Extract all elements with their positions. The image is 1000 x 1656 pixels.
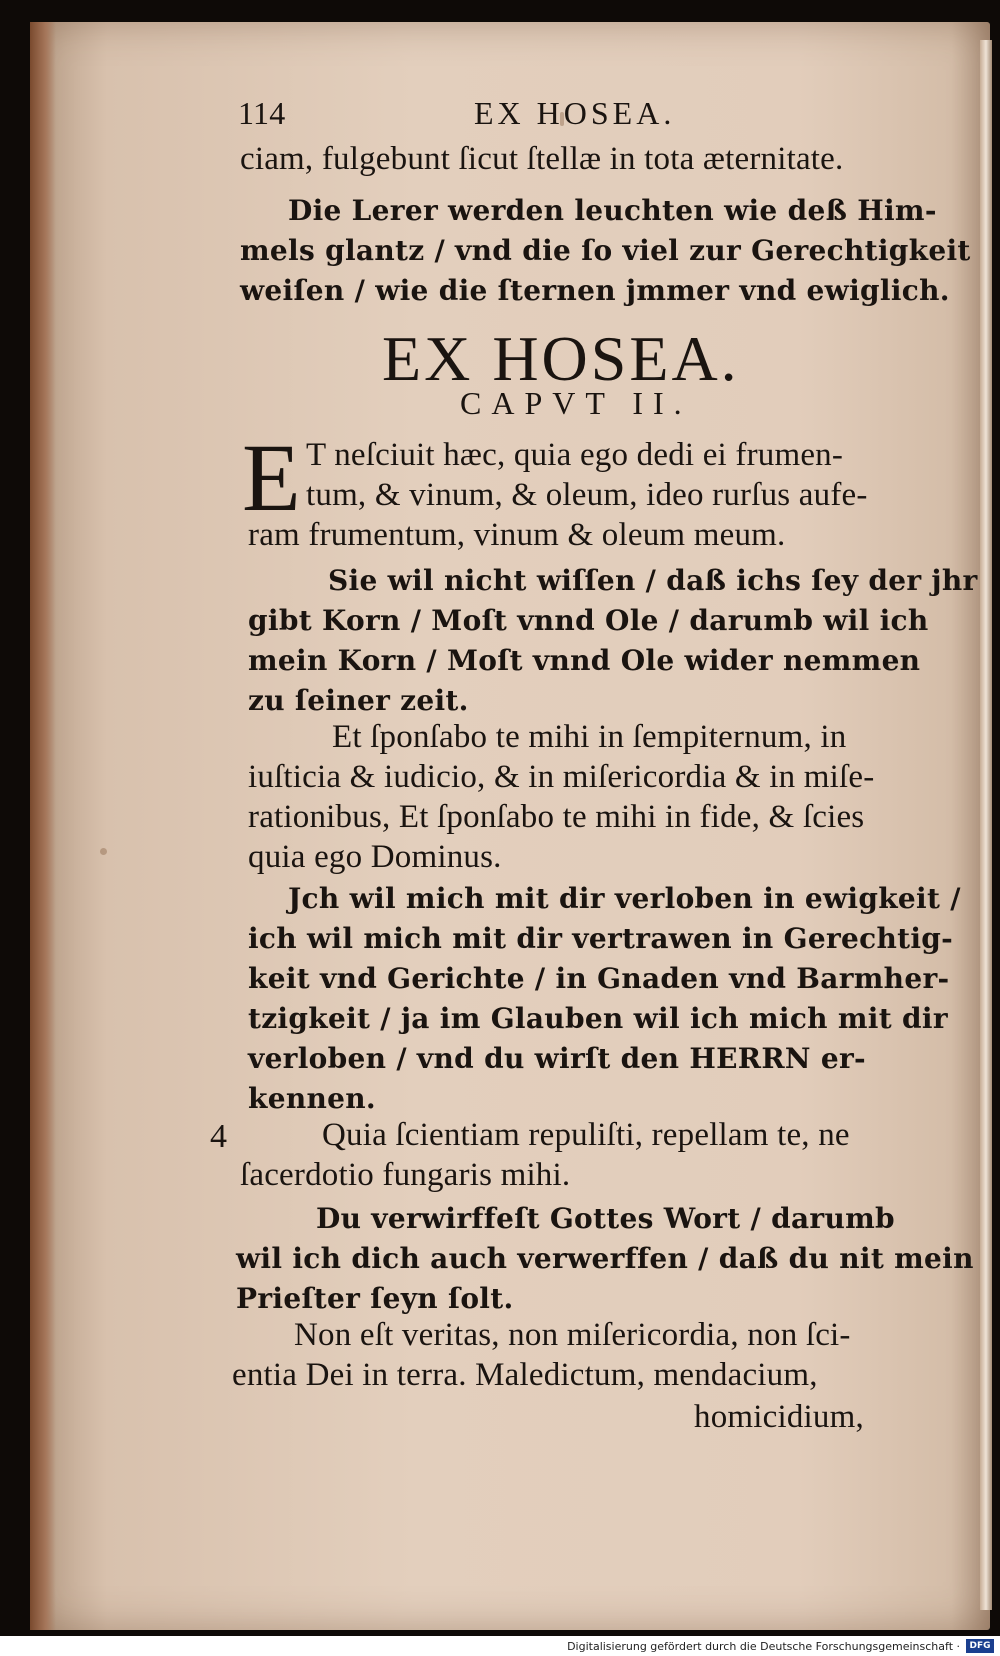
running-title: EX HOSEA. [474, 95, 676, 131]
german-line: keit vnd Gerichte / in Gnaden vnd Barmher- [248, 962, 950, 995]
footer-credit: Digitalisierung gefördert durch die Deutsche Forschungsgemeinschaft · [567, 1640, 960, 1653]
latin-line: Non eſt veritas, non miſericordia, non ſci- [294, 1317, 851, 1353]
dfg-logo: DFG [966, 1639, 994, 1653]
german-line: mein Korn / Moſt vnnd Ole wider nemmen [248, 644, 921, 677]
latin-line: tum, & vinum, & oleum, ideo rurſus aufe- [306, 477, 868, 513]
carryover-german-line: mels glantz / vnd die ſo viel zur Gerechtigkeit [240, 234, 971, 267]
carryover-latin-line: ciam, fulgebunt ſicut ſtellæ in tota æternitate. [240, 141, 844, 177]
latin-line: T neſciuit hæc, quia ego dedi ei frumen- [306, 437, 844, 473]
catchword: homicidium, [694, 1399, 864, 1435]
german-line: tzigkeit / ja im Glauben wil ich mich mit dir [248, 1002, 948, 1035]
german-line: Du verwirffeſt Gottes Wort / darumb [316, 1202, 895, 1235]
german-line: gibt Korn / Moſt vnnd Ole / darumb wil ich [248, 604, 929, 637]
latin-line: rationibus, Et ſponſabo te mihi in fide, & ſcies [248, 799, 865, 835]
german-line: wil ich dich auch verwerffen / daß du nit mein [236, 1242, 974, 1275]
german-line: Sie wil nicht wiſſen / daß ichs ſey der jhr [328, 564, 978, 597]
page-number: 114 [238, 95, 286, 131]
drop-capital: E [242, 424, 301, 531]
latin-line: iuſticia & iudicio, & in miſericordia & in miſe- [248, 759, 875, 795]
carryover-german-line: weiſen / wie die ſternen jmmer vnd ewiglich. [240, 274, 950, 307]
latin-line: quia ego Dominus. [248, 839, 502, 875]
german-line: verloben / vnd du wirſt den HERRN er- [248, 1042, 866, 1075]
latin-line: ſacerdotio fungaris mihi. [240, 1157, 571, 1193]
margin-verse-number: 4 [210, 1118, 228, 1155]
german-line: kennen. [248, 1082, 376, 1115]
latin-line: Quia ſcientiam repuliſti, repellam te, ne [322, 1117, 850, 1153]
section-title: EX HOSEA. [382, 323, 740, 394]
latin-line: Et ſponſabo te mihi in ſempiternum, in [332, 719, 847, 755]
german-line: Prieſter ſeyn ſolt. [236, 1282, 514, 1315]
latin-line: entia Dei in terra. Maledictum, mendacium, [232, 1357, 818, 1393]
carryover-german-line: Die Lerer werden leuchten wie deß Him- [288, 194, 937, 227]
chapter-heading: CAPVT II. [460, 385, 692, 421]
german-line: zu ſeiner zeit. [248, 684, 469, 717]
german-line: ich wil mich mit dir vertrawen in Gerechtig- [248, 922, 954, 955]
german-line: Jch wil mich mit dir verloben in ewigkeit / [288, 882, 961, 915]
latin-line: ram frumentum, vinum & oleum meum. [248, 517, 786, 553]
